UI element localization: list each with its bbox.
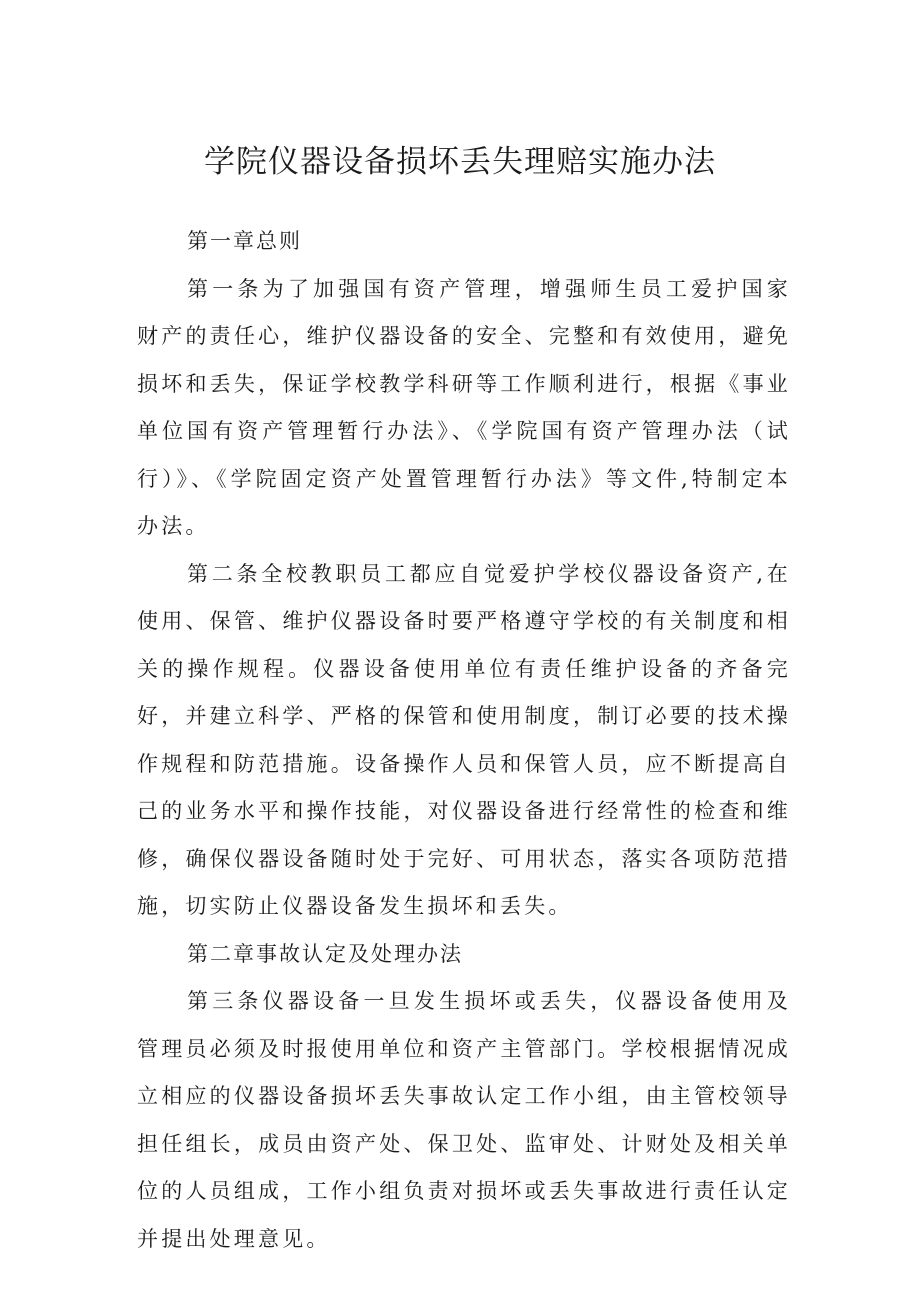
chapter-heading-1: 第一章总则: [187, 229, 302, 253]
document-body: [137, 218, 791, 1263]
document-title: 学院仪器设备损坏丢失理赔实施办法: [204, 144, 716, 180]
article-1-paragraph: 第一条为了加强国有资产管理，增强师生员工爱护国家财产的责任心，维护仪器设备的安全、完整和有效使用，避免损坏和丢失，保证学校教学科研等工作顺利进行，根据《事业单位国有资产管理暂行办法》、《学院国有资产管理办法（试行）》、《学院固定资产处置管理暂行办法》等文件,特制定本办法。: [137, 276, 791, 538]
article-2-paragraph: 第二条全校教职员工都应自觉爱护学校仪器设备资产,在使用、保管、维护仪器设备时要严格遵守学校的有关制度和相关的操作规程。仪器设备使用单位有责任维护设备的齐备完好，并建立科学、严格的保管和使用制度，制订必要的技术操作规程和防范措施。设备操作人员和保管人员，应不断提高自己的业务水平和操作技能，对仪器设备进行经常性的检查和维修，确保仪器设备随时处于完好、可用状态，落实各项防范措施，切实防止仪器设备发生损坏和丢失。: [137, 561, 791, 918]
chapter-heading-2: 第二章事故认定及处理办法: [187, 941, 463, 966]
article-3-paragraph: 第三条仪器设备一旦发生损坏或丢失，仪器设备使用及管理员必须及时报使用单位和资产主管部门。学校根据情况成立相应的仪器设备损坏丢失事故认定工作小组，由主管校领导担任组长，成员由资产处、保卫处、监审处、计财处及相关单位的人员组成，工作小组负责对损坏或丢失事故进行责任认定并提出处理意见。: [137, 989, 791, 1251]
